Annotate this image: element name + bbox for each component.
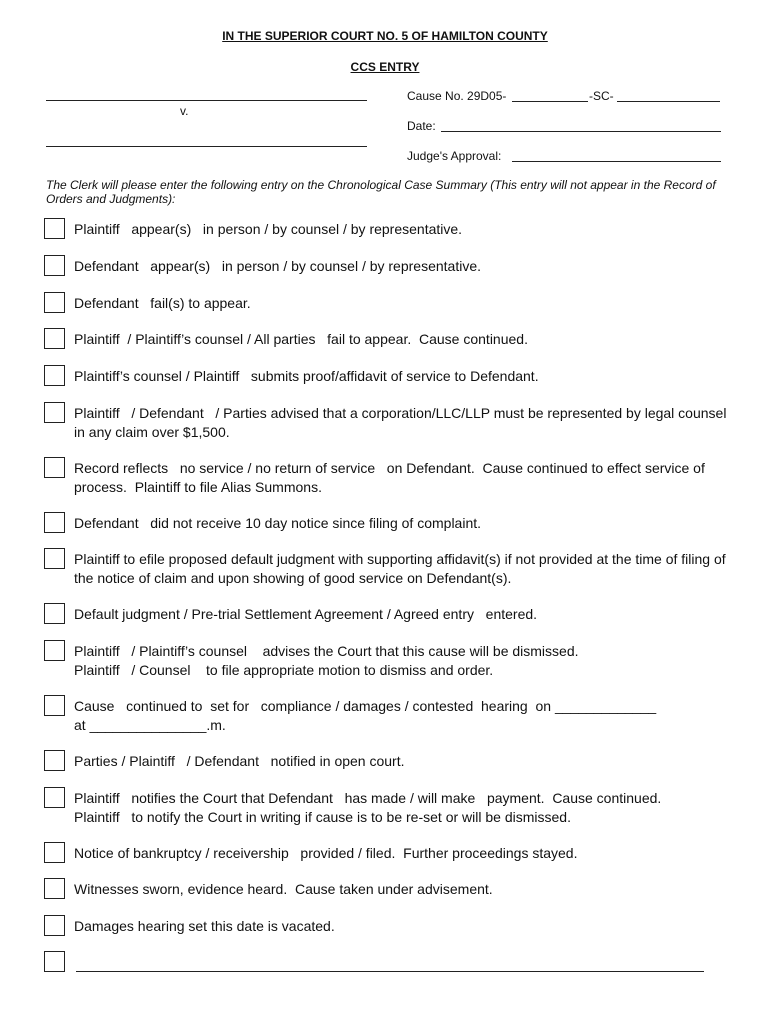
- cause-number-label: Cause No. 29D05-: [407, 89, 507, 103]
- checkbox[interactable]: [44, 951, 65, 972]
- checkbox[interactable]: [44, 878, 65, 899]
- item-text: Plaintiff / Defendant / Parties advised that a corporation/LLC/LLP must be represented by legal counsel in any claim over $1,500.: [74, 405, 731, 440]
- versus-label: v.: [180, 104, 189, 118]
- checkbox[interactable]: [44, 255, 65, 276]
- custom-entry-line[interactable]: [76, 971, 704, 972]
- item-text: Plaintiff / Plaintiff’s counsel / All parties fail to appear. Cause continued.: [74, 331, 528, 347]
- checkbox[interactable]: [44, 328, 65, 349]
- defendant-name-line[interactable]: [46, 146, 367, 147]
- judges-approval-field[interactable]: [512, 161, 721, 162]
- judges-approval-label: Judge's Approval:: [407, 149, 502, 163]
- checkbox[interactable]: [44, 292, 65, 313]
- court-title: IN THE SUPERIOR COURT NO. 5 OF HAMILTON COUNTY: [222, 29, 548, 43]
- item-text: Notice of bankruptcy / receivership provided / filed. Further proceedings stayed.: [74, 845, 578, 861]
- checkbox[interactable]: [44, 640, 65, 661]
- clerk-instructions: The Clerk will please enter the following entry on the Chronological Case Summary (This entry will not appear in the Record of Orders and Judgments):: [46, 178, 716, 206]
- item-text: Parties / Plaintiff / Defendant notified in open court.: [74, 753, 405, 769]
- date-field[interactable]: [441, 131, 721, 132]
- checkbox[interactable]: [44, 512, 65, 533]
- checkbox[interactable]: [44, 548, 65, 569]
- item-text: Damages hearing set this date is vacated.: [74, 918, 335, 934]
- checkbox[interactable]: [44, 695, 65, 716]
- plaintiff-name-line[interactable]: [46, 100, 367, 101]
- item-text: Defendant appear(s) in person / by counsel / by representative.: [74, 258, 482, 274]
- checkbox[interactable]: [44, 365, 65, 386]
- item-text: Plaintiff’s counsel / Plaintiff submits proof/affidavit of service to Defendant.: [74, 368, 539, 384]
- checkbox[interactable]: [44, 842, 65, 863]
- item-text: Plaintiff / Plaintiff’s counsel advises the Court that this cause will be dismissed. Plaintiff / Counsel to file appropriate motion to dismiss and order.: [74, 643, 579, 678]
- cause-sc-field[interactable]: [617, 101, 720, 102]
- item-text: Default judgment / Pre-trial Settlement Agreement / Agreed entry entered.: [74, 606, 538, 622]
- item-text: Cause continued to set for compliance / damages / contested hearing on _____________ at _______________.m.: [74, 698, 657, 733]
- checkbox[interactable]: [44, 402, 65, 423]
- item-text: Defendant fail(s) to appear.: [74, 295, 251, 311]
- form-title: CCS ENTRY: [350, 60, 420, 74]
- checkbox[interactable]: [44, 457, 65, 478]
- checkbox[interactable]: [44, 603, 65, 624]
- item-text: Plaintiff notifies the Court that Defendant has made / will make payment. Cause continued. Plaintiff to notify the Court in writing if cause is to be re-set or will be dismissed.: [74, 790, 662, 825]
- cause-number-field[interactable]: [512, 101, 588, 102]
- item-text: Record reflects no service / no return of service on Defendant. Cause continued to effect service of process. Plaintiff to file Alias Summons.: [74, 460, 709, 495]
- item-text: Defendant did not receive 10 day notice since filing of complaint.: [74, 515, 482, 531]
- item-text: Plaintiff appear(s) in person / by counsel / by representative.: [74, 221, 463, 237]
- checkbox[interactable]: [44, 218, 65, 239]
- item-text: Plaintiff to efile proposed default judgment with supporting affidavit(s) if not provided at the time of filing of the notice of claim and upon showing of good service on Defendant(s).: [74, 551, 730, 586]
- cause-sc-label: -SC-: [589, 89, 614, 103]
- item-text: Witnesses sworn, evidence heard. Cause taken under advisement.: [74, 881, 493, 897]
- date-label: Date:: [407, 119, 436, 133]
- checkbox[interactable]: [44, 750, 65, 771]
- checkbox[interactable]: [44, 787, 65, 808]
- checkbox[interactable]: [44, 915, 65, 936]
